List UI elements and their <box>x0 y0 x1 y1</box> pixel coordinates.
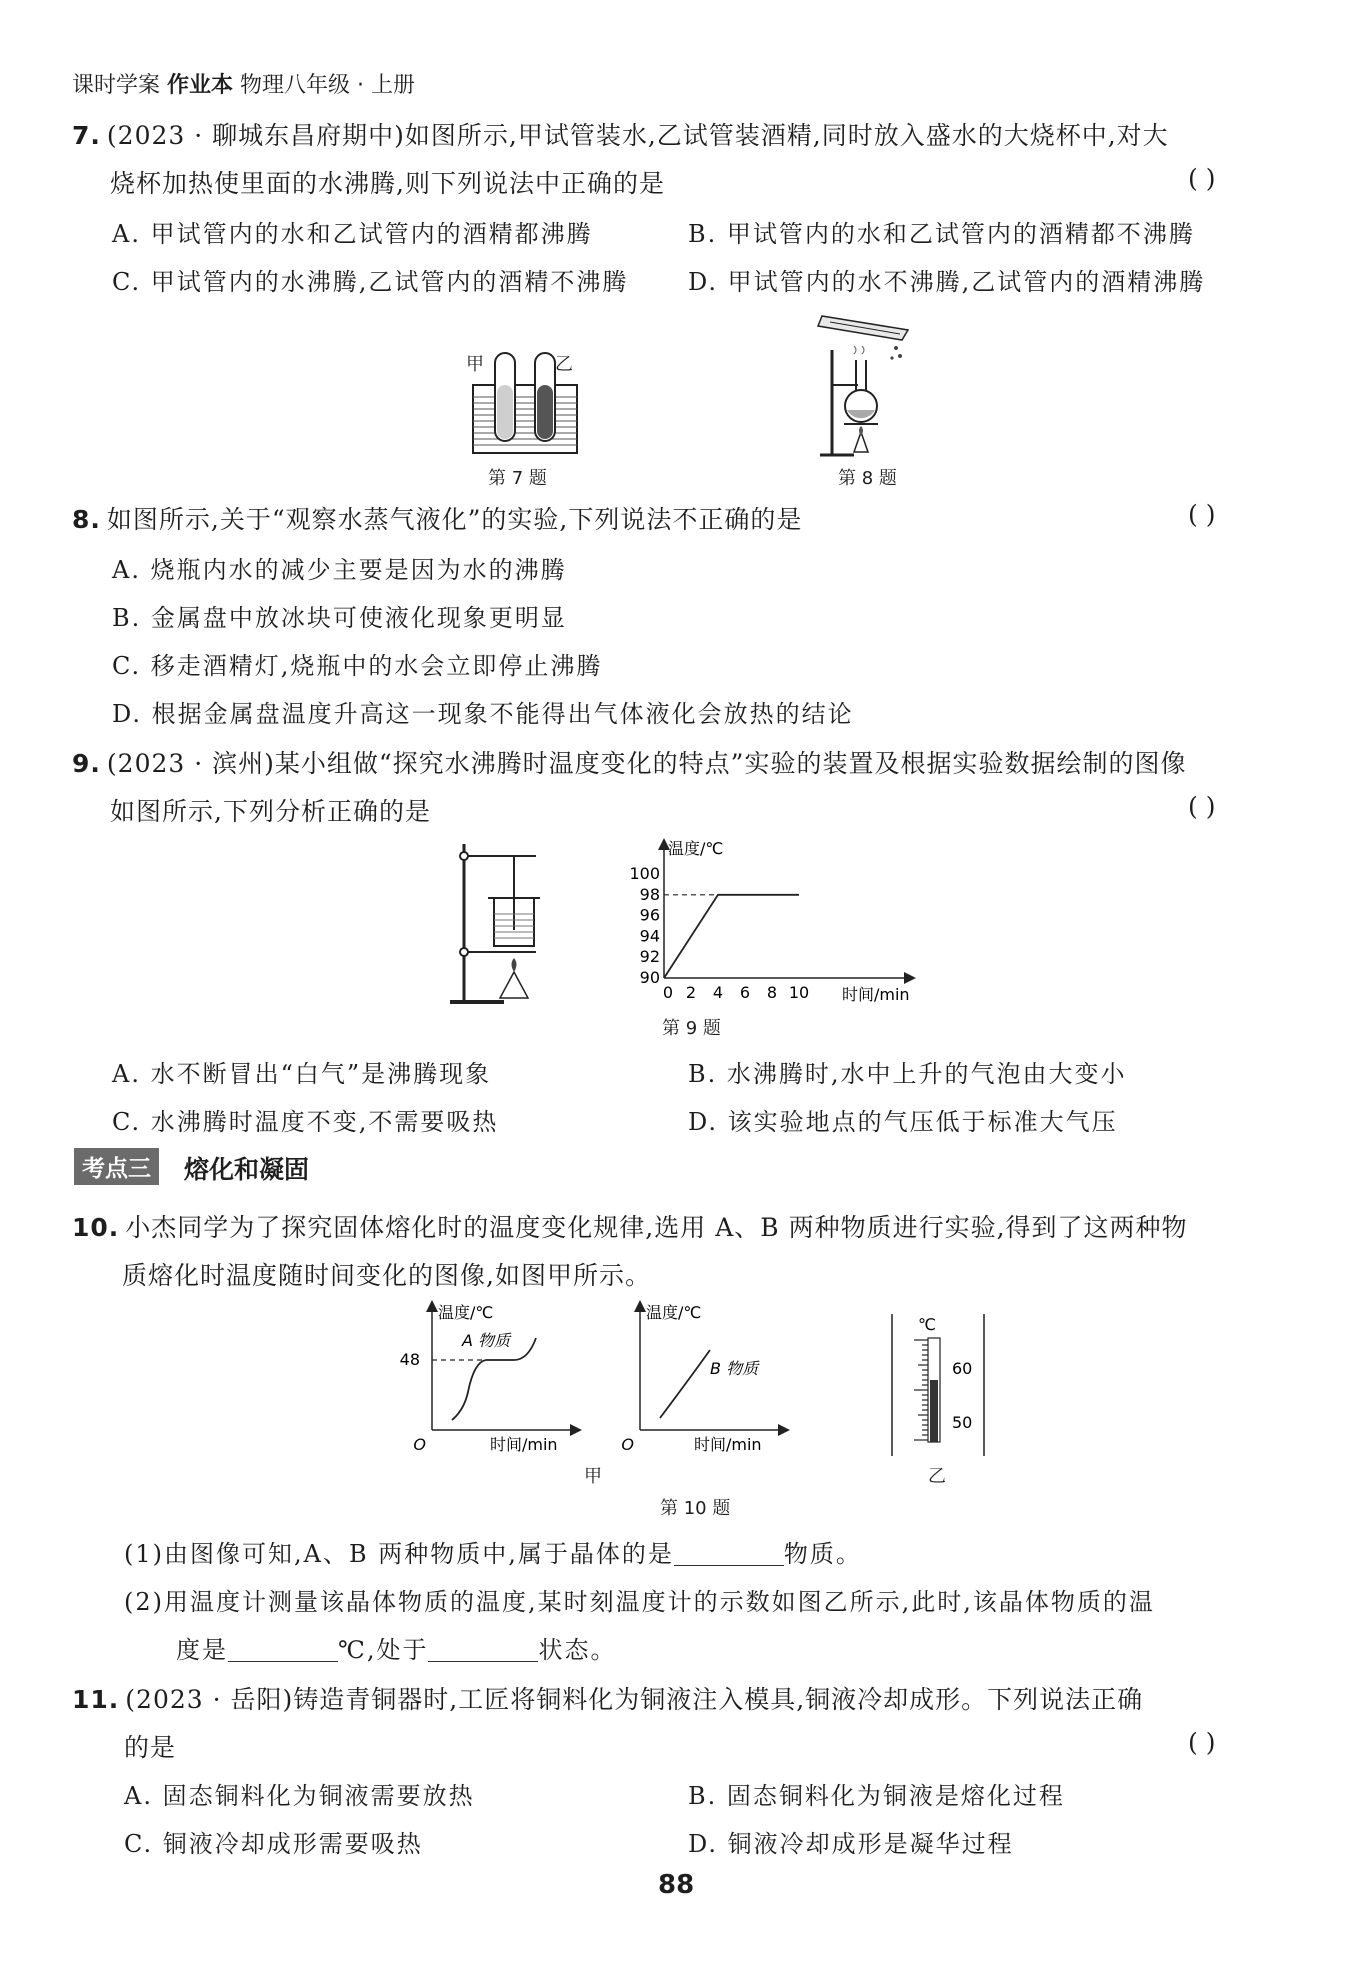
q10b-origin: O <box>621 1435 634 1454</box>
q8-caption: 第 8 题 <box>838 468 897 489</box>
q9-xtick-8: 8 <box>766 983 778 1002</box>
q8-answer-paren: ( ) <box>1188 500 1216 529</box>
q10-sub2-blank-temp[interactable] <box>228 1639 338 1662</box>
thermo-50: 50 <box>952 1413 973 1432</box>
q10-caption: 第 10 题 <box>660 1498 731 1519</box>
q10a-curve <box>452 1338 536 1420</box>
q9-ytick-100: 100 <box>629 864 660 883</box>
q8-figure-flask <box>818 310 918 460</box>
q10b-series-label: B 物质 <box>710 1359 759 1378</box>
q11-stem-line2: 的是 <box>124 1733 177 1762</box>
q10-sub2-line1: (2)用温度计测量该晶体物质的温度,某时刻温度计的示数如图乙所示,此时,该晶体物质的温 <box>124 1588 1155 1616</box>
q10b-xlabel: 时间/min <box>694 1435 762 1454</box>
q10-stem-line2: 质熔化时温度随时间变化的图像,如图甲所示。 <box>122 1261 651 1290</box>
q8-option-a: A. 烧瓶内水的减少主要是因为水的沸腾 <box>112 556 567 584</box>
q10-graph-b <box>620 1300 800 1460</box>
q9-xtick-2: 2 <box>685 983 697 1002</box>
q9-option-c: C. 水沸腾时温度不变,不需要吸热 <box>112 1108 499 1136</box>
q11-option-c: C. 铜液冷却成形需要吸热 <box>124 1830 423 1858</box>
q9-xlabel: 时间/min <box>842 985 910 1004</box>
q9-temperature-graph <box>620 838 940 1008</box>
q10-fig-yi: 乙 <box>928 1466 946 1487</box>
q9-ytick-94: 94 <box>639 926 660 946</box>
q7-option-c: C. 甲试管内的水沸腾,乙试管内的酒精不沸腾 <box>112 268 629 296</box>
q9-option-b: B. 水沸腾时,水中上升的气泡由大变小 <box>688 1060 1127 1088</box>
q10-fig-jia: 甲 <box>584 1466 602 1487</box>
q11-number: 11. <box>72 1685 120 1714</box>
q9-xtick-10: 10 <box>788 983 810 1002</box>
q9-ytick-98: 98 <box>639 884 660 904</box>
q9-number: 9. <box>72 749 101 778</box>
page-header <box>72 68 415 99</box>
q10-graph-a <box>399 1300 584 1460</box>
q8-stem-line1 <box>72 500 802 536</box>
q9-figure-apparatus <box>448 840 548 1010</box>
q10a-ytick-48: 48 <box>399 1350 420 1369</box>
q10-sub2-text-b: 度是 <box>176 1636 228 1664</box>
thermo-liquid-column <box>930 1380 938 1442</box>
q10b-ylabel: 温度/℃ <box>646 1303 702 1322</box>
q9-xtick-0: 0 <box>662 983 674 1002</box>
q9-ytick-96: 96 <box>639 905 660 925</box>
q9-ylabel: 温度/℃ <box>668 839 724 858</box>
q7-text-1: (2023 · 聊城东昌府期中)如图所示,甲试管装水,乙试管装酒精,同时放入盛水的大烧杯中,对大 <box>106 121 1169 150</box>
q10-sub2-line2 <box>176 1630 616 1665</box>
q10a-ylabel: 温度/℃ <box>438 1303 494 1322</box>
header-brand: 课时学案 <box>72 73 161 98</box>
thermo-60: 60 <box>952 1359 973 1378</box>
q11-text-1: (2023 · 岳阳)铸造青铜器时,工匠将铜料化为铜液注入模具,铜液冷却成形。下列说法正确 <box>125 1685 1144 1714</box>
q10-sub1-text: (1)由图像可知,A、B 两种物质中,属于晶体的是 <box>124 1540 674 1568</box>
q8-option-c: C. 移走酒精灯,烧瓶中的水会立即停止沸腾 <box>112 652 603 680</box>
q9-caption: 第 9 题 <box>662 1018 721 1039</box>
q10-sub1-blank[interactable] <box>674 1543 784 1566</box>
q10-stem-line1 <box>72 1208 1188 1244</box>
q10-text-1: 小杰同学为了探究固体熔化时的温度变化规律,选用 A、B 两种物质进行实验,得到了这两种物 <box>125 1213 1188 1242</box>
q10-sub2-text-d: 状态。 <box>538 1636 617 1664</box>
section-tag: 考点三 <box>74 1148 159 1185</box>
q7-caption: 第 7 题 <box>488 468 547 489</box>
q7-option-d: D. 甲试管内的水不沸腾,乙试管内的酒精沸腾 <box>688 268 1206 296</box>
q9-ytick-92: 92 <box>639 947 660 967</box>
q7-stem-line1 <box>72 116 1169 152</box>
q10-sub2-text-c: ℃,处于 <box>338 1636 429 1664</box>
q11-option-a: A. 固态铜料化为铜液需要放热 <box>124 1782 475 1810</box>
q9-stem-line1 <box>72 744 1186 780</box>
q9-ytick-90: 90 <box>639 968 660 987</box>
q11-stem-line1 <box>72 1680 1143 1716</box>
q9-xtick-6: 6 <box>739 983 751 1002</box>
q7-label-yi: 乙 <box>555 354 573 375</box>
q11-option-d: D. 铜液冷却成形是凝华过程 <box>688 1830 1014 1858</box>
q10b-curve <box>660 1350 710 1418</box>
q10a-origin: O <box>413 1435 426 1454</box>
q9-answer-paren: ( ) <box>1188 792 1216 821</box>
q10-sub1-tail: 物质。 <box>783 1540 862 1568</box>
q8-option-d: D. 根据金属盘温度升高这一现象不能得出气体液化会放热的结论 <box>112 700 854 728</box>
q10a-series-label: A 物质 <box>462 1331 511 1350</box>
section-title: 熔化和凝固 <box>184 1155 310 1184</box>
q8-text-1: 如图所示,关于“观察水蒸气液化”的实验,下列说法不正确的是 <box>106 505 803 534</box>
q9-text-1: (2023 · 滨州)某小组做“探究水沸腾时温度变化的特点”实验的装置及根据实验数据绘制的图像 <box>106 749 1187 778</box>
q7-option-a: A. 甲试管内的水和乙试管内的酒精都沸腾 <box>112 220 593 248</box>
q9-option-d: D. 该实验地点的气压低于标准大气压 <box>688 1108 1118 1136</box>
q7-option-b: B. 甲试管内的水和乙试管内的酒精都不沸腾 <box>688 220 1195 248</box>
q7-number: 7. <box>72 121 101 150</box>
q7-label-jia: 甲 <box>466 354 484 375</box>
q10-number: 10. <box>72 1213 120 1242</box>
q9-temperature-curve <box>664 895 799 978</box>
header-subject: 物理八年级 · 上册 <box>240 73 416 98</box>
q11-answer-paren: ( ) <box>1188 1728 1216 1757</box>
q9-stem-line2: 如图所示,下列分析正确的是 <box>110 797 431 826</box>
q10-sub2-blank-state[interactable] <box>428 1639 538 1662</box>
page-number: 88 <box>658 1870 695 1900</box>
q10a-xlabel: 时间/min <box>490 1435 558 1454</box>
q7-answer-paren: ( ) <box>1188 164 1216 193</box>
header-book: 作业本 <box>167 73 234 98</box>
q10-sub1 <box>124 1534 862 1569</box>
q9-xtick-4: 4 <box>712 983 724 1002</box>
q10-thermometer <box>882 1310 992 1460</box>
q8-option-b: B. 金属盘中放冰块可使液化现象更明显 <box>112 604 567 632</box>
thermo-unit: ℃ <box>918 1315 936 1334</box>
q11-option-b: B. 固态铜料化为铜液是熔化过程 <box>688 1782 1065 1810</box>
q9-option-a: A. 水不断冒出“白气”是沸腾现象 <box>112 1060 492 1088</box>
q7-stem-line2: 烧杯加热使里面的水沸腾,则下列说法中正确的是 <box>110 169 665 198</box>
q8-number: 8. <box>72 505 101 534</box>
